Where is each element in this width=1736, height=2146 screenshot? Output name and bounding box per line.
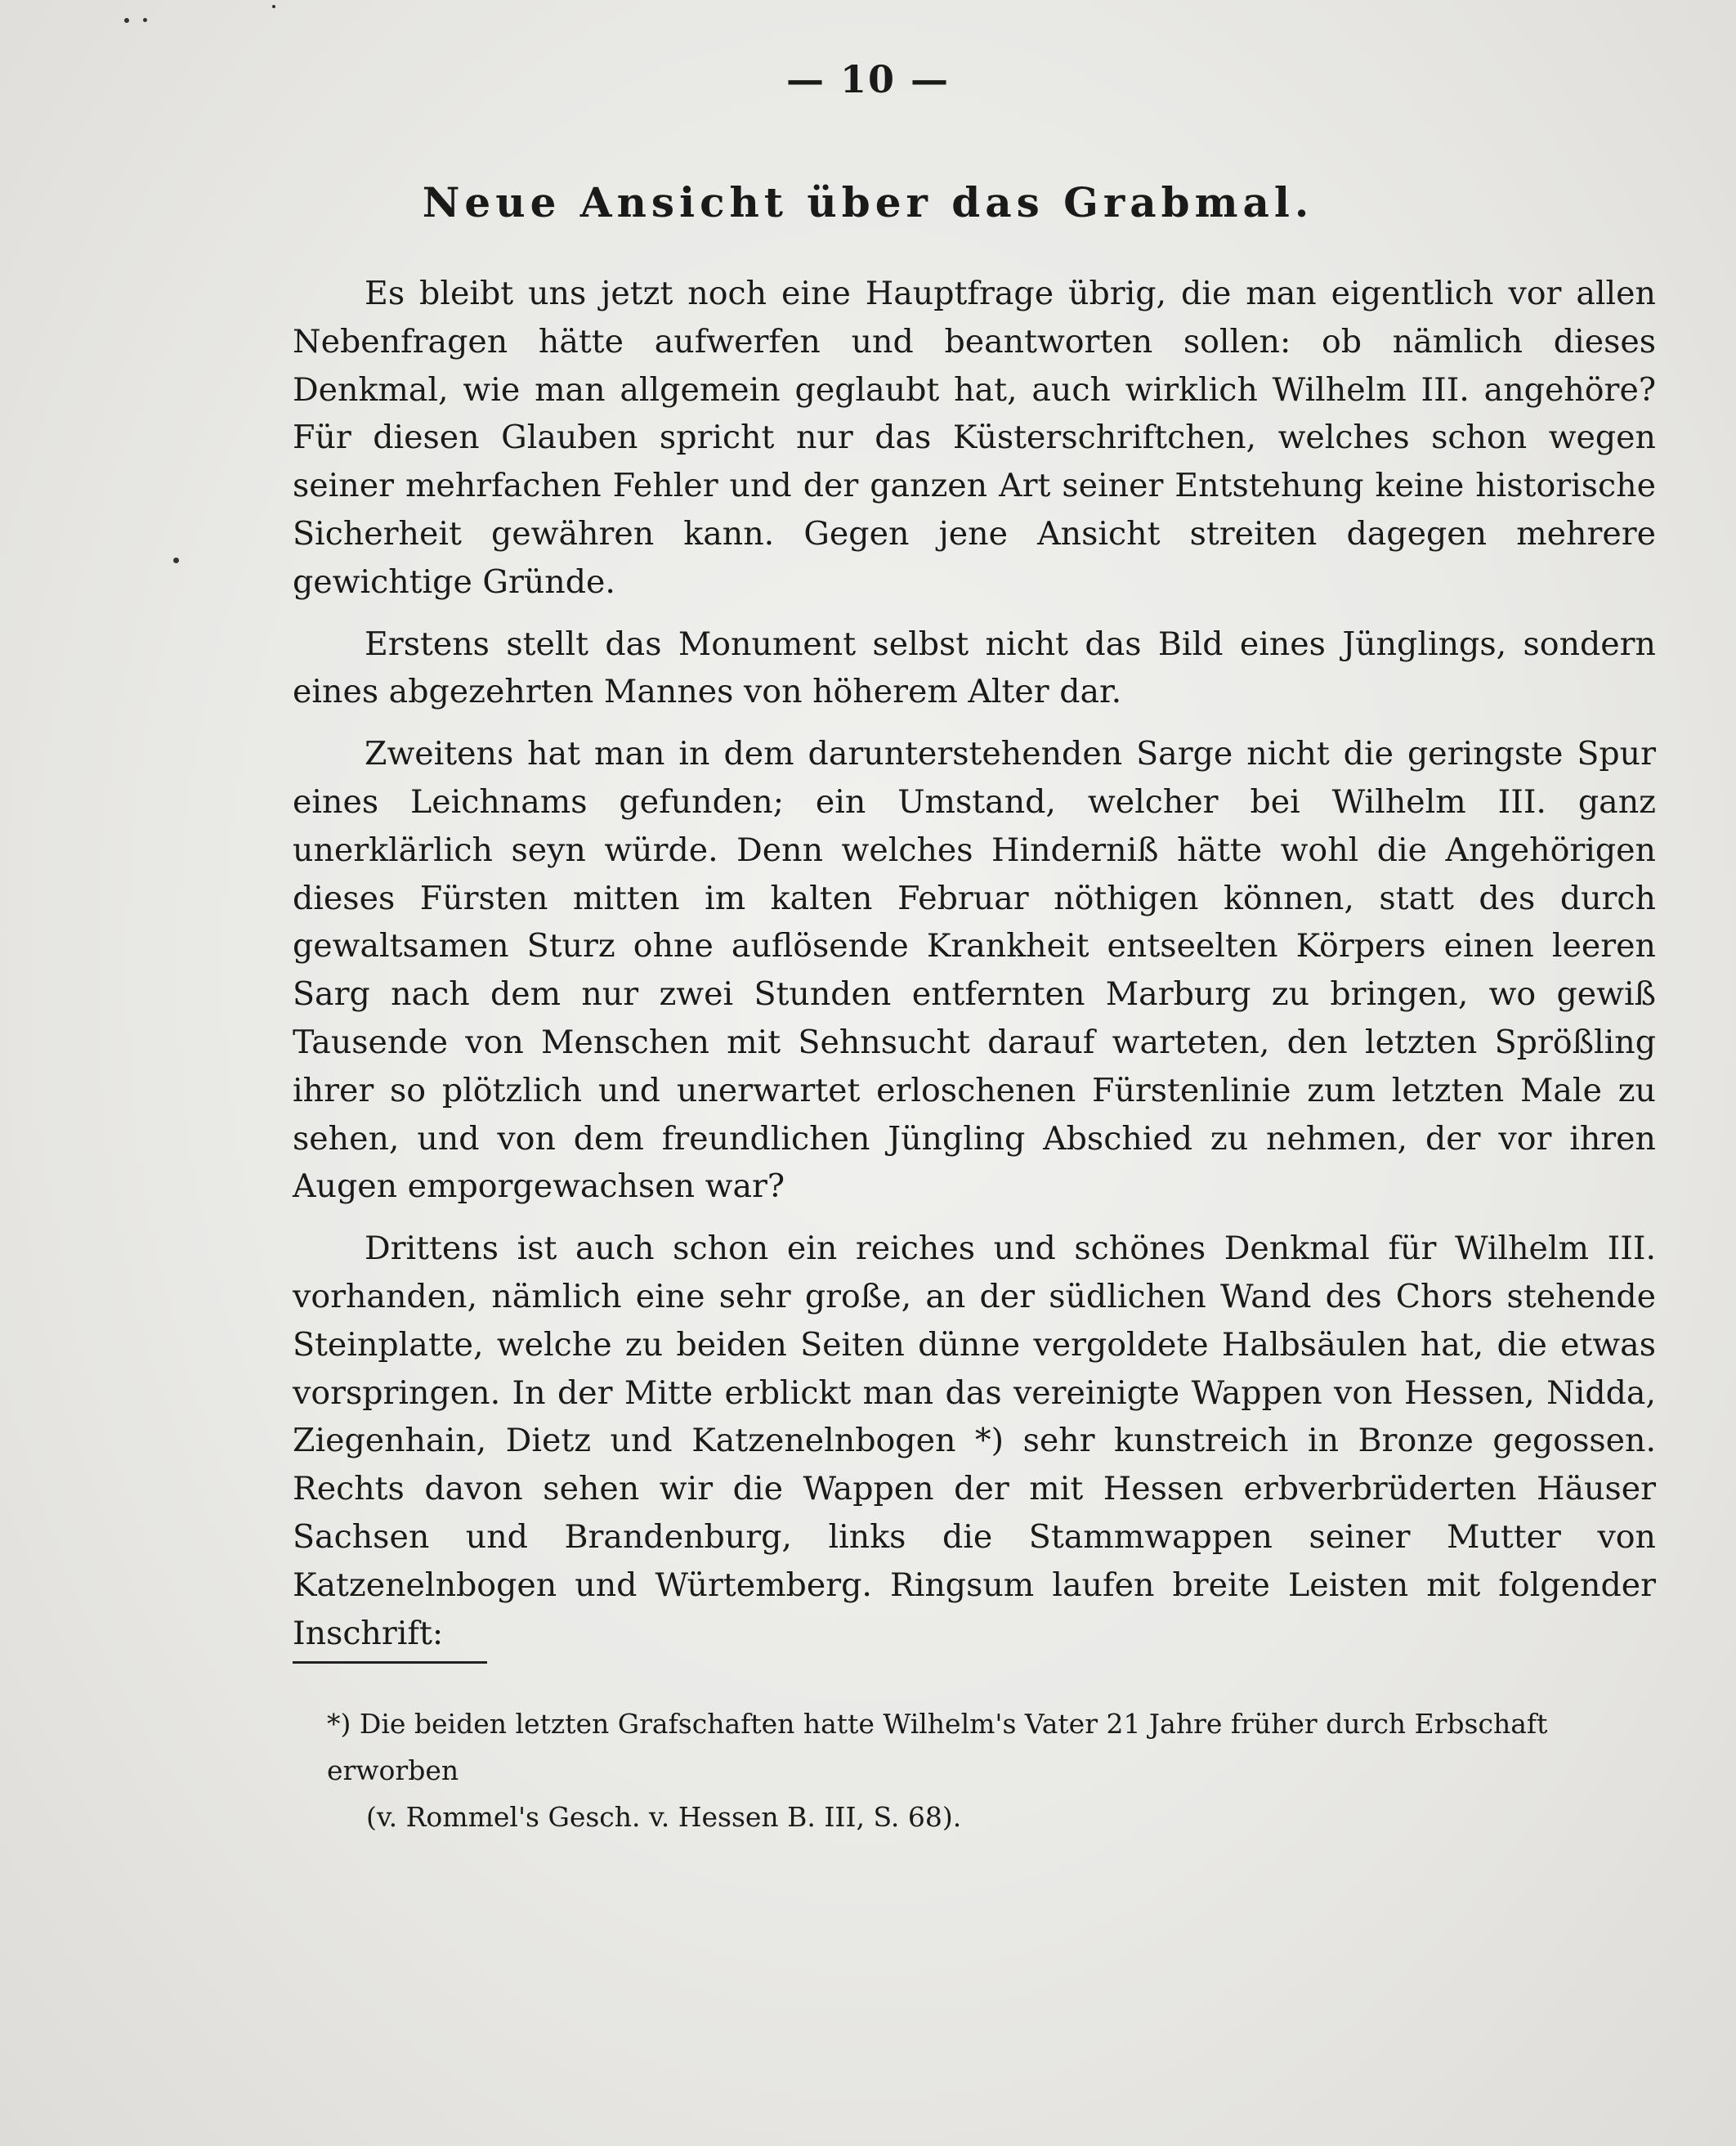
paragraph-first-reason: Erstens stellt das Monument selbst nicht das Bild eines Jünglings, sondern eines abgezehrten Mannes von höherem Alter dar. [293,625,1656,711]
ink-speck [173,558,179,563]
section-heading: Neue Ansicht über das Grabmal. [422,178,1314,226]
body-text [293,270,1656,1671]
ink-speck [143,18,147,22]
paragraph-second-reason: Zweitens hat man in dem darunterstehenden Sarge nicht die geringste Spur eines Leichnams gefunden; ein Umstand, welcher bei Wilhelm III. ganz unerklärlich seyn würde. Denn welches Hinderniß hätte wohl die Angehörigen dieses Fürsten mitten im kalten Februar nöthigen können, statt des durch gewaltsamen Sturz ohne auflösende Krankheit entseelten Körpers einen leeren Sarg nach dem nur zwei Stunden entfernten Marburg zu bringen, wo gewiß Tausende von Menschen mit Sehnsucht darauf warteten, den letzten Sprößling ihrer so plötzlich und unerwartet erloschenen Fürstenlinie zum letzten Male zu sehen, und von dem freundlichen Jüngling Abschied zu nehmen, der vor ihren Augen emporgewachsen war? [293,735,1656,1206]
page-number: — 10 — [785,57,951,101]
ink-speck [272,5,275,8]
footnote-divider [293,1661,487,1664]
footnote-line: *) Die beiden letzten Grafschaften hatte Wilhelm's Vater 21 Jahre früher durch Erbschaft erworben [327,1708,1548,1786]
footnote-line: (v. Rommel's Gesch. v. Hessen B. III, S. 68). [366,1801,962,1833]
paragraph-intro: Es bleibt uns jetzt noch eine Hauptfrage übrig, die man eigentlich vor allen Nebenfragen hätte aufwerfen und beantworten sollen: ob nämlich dieses Denkmal, wie man allgemein geglaubt hat, auch wirklich Wilhelm III. angehöre? Für diesen Glauben spricht nur das Küsterschriftchen, welches schon wegen seiner mehrfachen Fehler und der ganzen Art seiner Entstehung keine historische Sicherheit gewähren kann. Gegen jene Ansicht streiten dagegen mehrere gewichtige Gründe. [293,275,1656,601]
footnote [327,1700,1656,1840]
paragraph-third-reason: Drittens ist auch schon ein reiches und schönes Denkmal für Wilhelm III. vorhanden, nämlich eine sehr große, an der südlichen Wand des Chors stehende Steinplatte, welche zu beiden Seiten dünne vergoldete Halbsäulen hat, die etwas vorspringen. In der Mitte erblickt man das vereinigte Wappen von Hessen, Nidda, Ziegenhain, Dietz und Katzenelnbogen *) sehr kunstreich in Bronze gegossen. Rechts davon sehen wir die Wappen der mit Hessen erbverbrüderten Häuser Sachsen und Brandenburg, links die Stammwappen seiner Mutter von Katzenelnbogen und Würtemberg. Ringsum laufen breite Leisten mit folgender Inschrift: [293,1230,1656,1652]
ink-speck [124,18,129,23]
